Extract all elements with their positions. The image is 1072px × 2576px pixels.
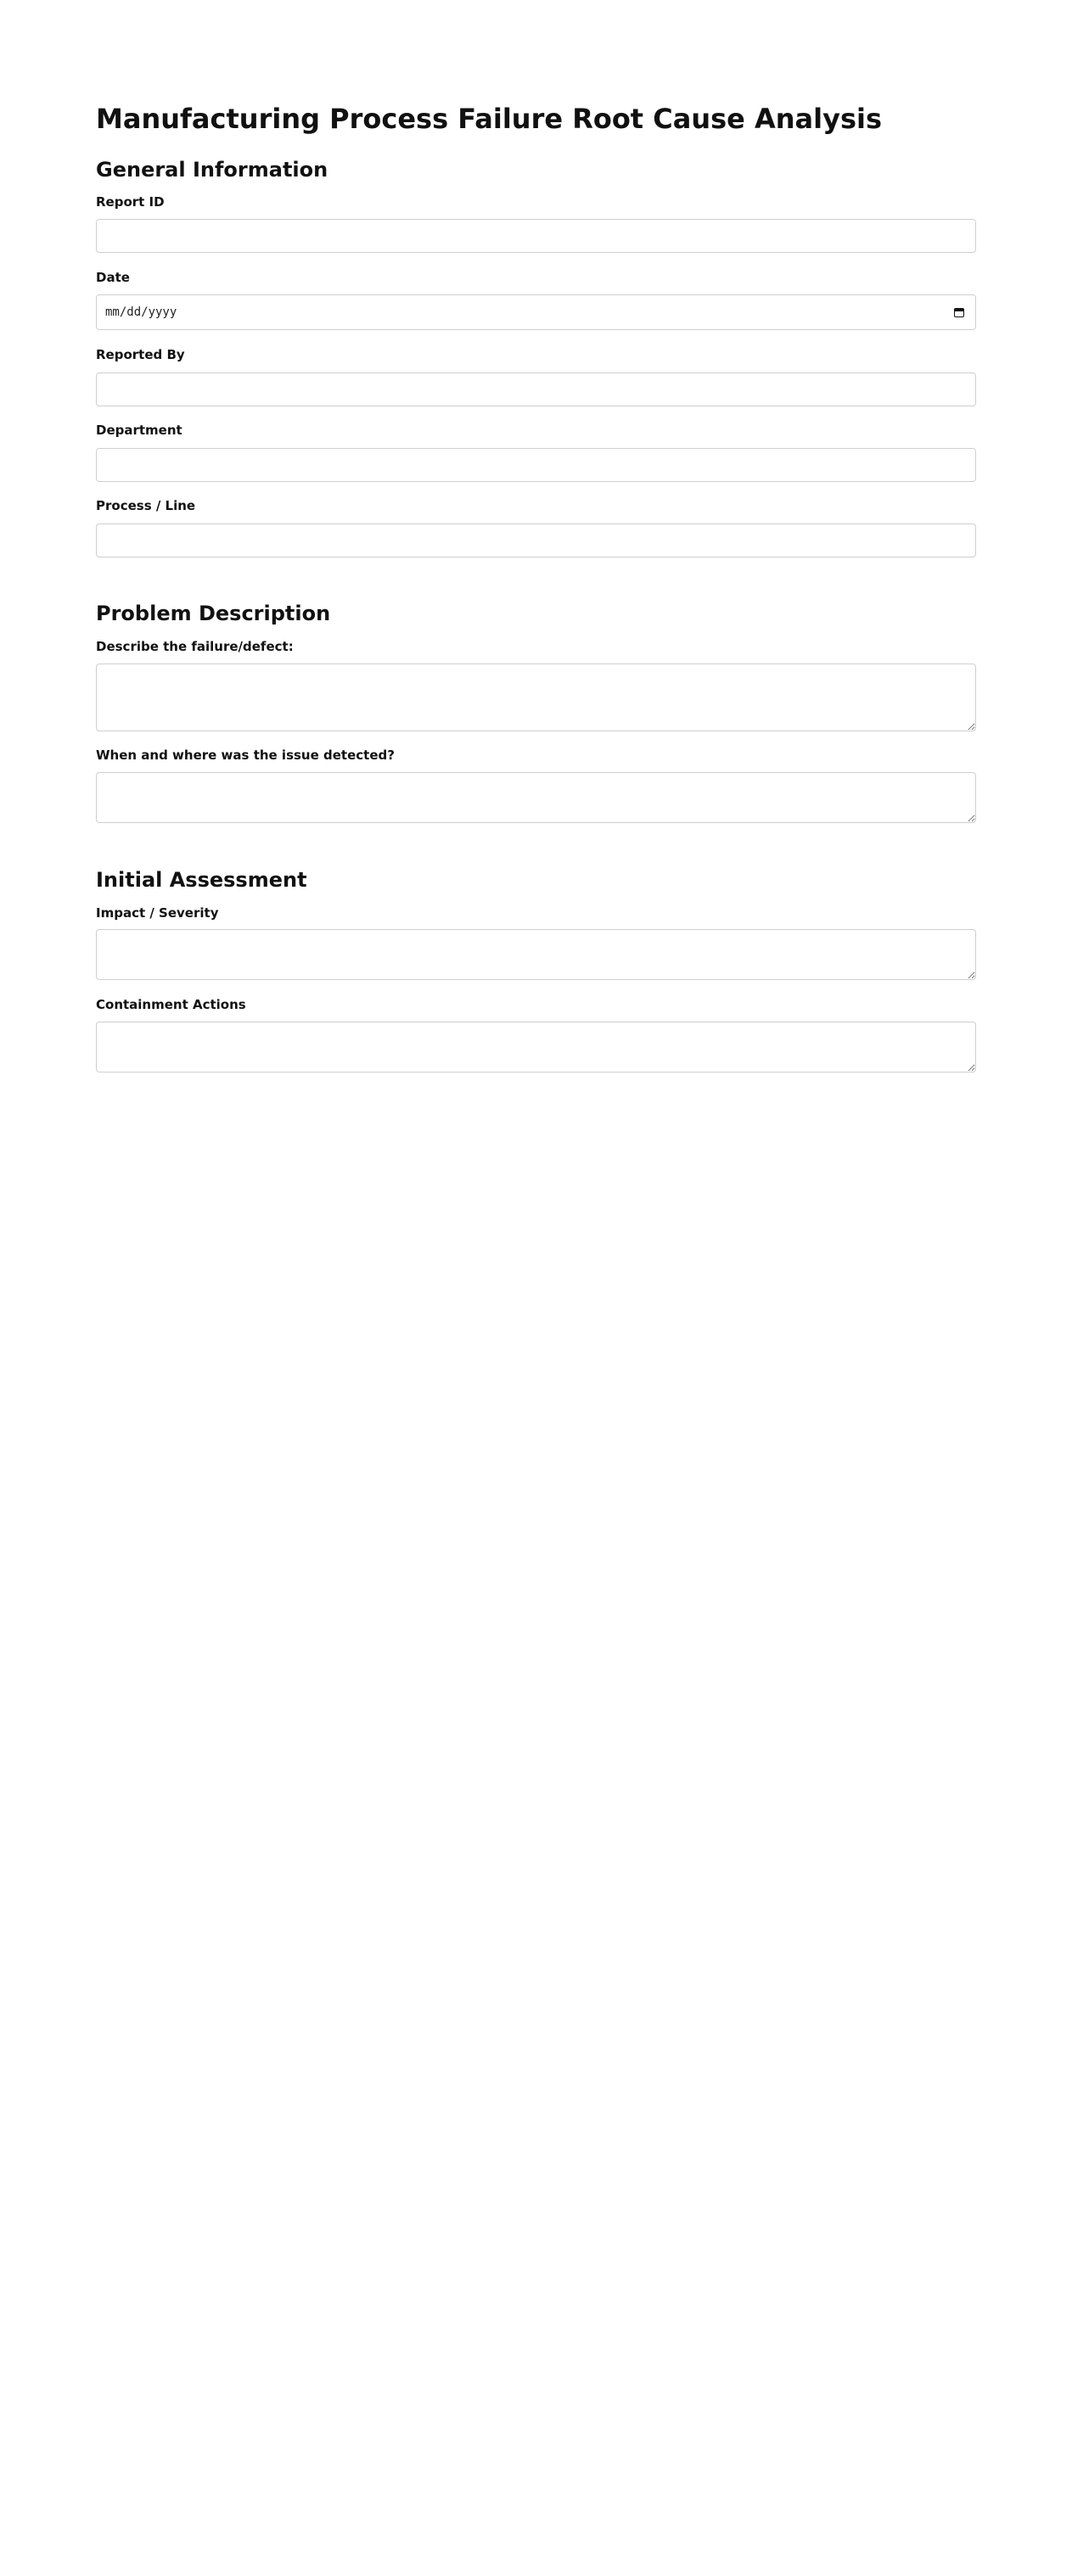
date-placeholder: mm/dd/yyyy bbox=[105, 305, 177, 319]
section-title-assessment: Initial Assessment bbox=[96, 868, 307, 892]
describe-failure-label: Describe the failure/defect: bbox=[96, 639, 294, 654]
process-line-input[interactable] bbox=[96, 524, 976, 557]
page-title: Manufacturing Process Failure Root Cause Analysis bbox=[96, 103, 883, 135]
impact-severity-textarea[interactable] bbox=[96, 929, 976, 980]
when-where-label: When and where was the issue detected? bbox=[96, 748, 395, 763]
department-input[interactable] bbox=[96, 448, 976, 482]
calendar-icon[interactable] bbox=[953, 306, 965, 318]
department-label: Department bbox=[96, 423, 182, 438]
report-id-input[interactable] bbox=[96, 219, 976, 253]
containment-actions-textarea[interactable] bbox=[96, 1022, 976, 1072]
date-label: Date bbox=[96, 270, 130, 285]
date-input[interactable] bbox=[96, 294, 976, 330]
when-where-textarea[interactable] bbox=[96, 772, 976, 823]
describe-failure-textarea[interactable] bbox=[96, 664, 976, 731]
report-id-label: Report ID bbox=[96, 194, 165, 210]
section-title-problem: Problem Description bbox=[96, 602, 331, 625]
reported-by-label: Reported By bbox=[96, 347, 185, 362]
section-title-general: General Information bbox=[96, 158, 328, 182]
process-line-label: Process / Line bbox=[96, 498, 196, 513]
impact-severity-label: Impact / Severity bbox=[96, 905, 219, 921]
reported-by-input[interactable] bbox=[96, 372, 976, 406]
containment-actions-label: Containment Actions bbox=[96, 997, 246, 1012]
